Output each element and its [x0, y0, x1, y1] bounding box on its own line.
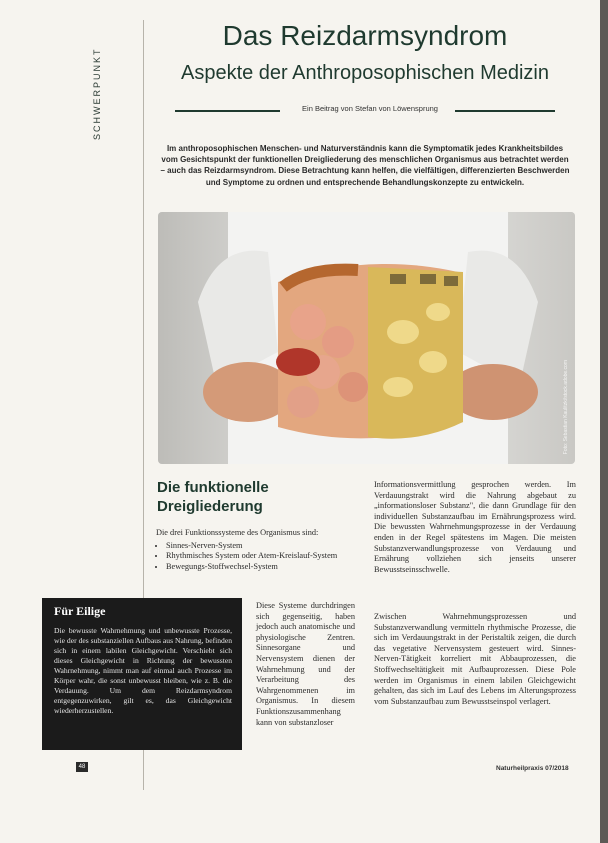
summary-body: Die bewusste Wahrnehmung und unbewusste Prozesse, wie der des substanziellen Aufbaus aus Nahrung, befinden sich in einem labilen Gleichgewicht. Verschiebt sich dieses Gleichgewicht in Richtung der bewussten Wahrnehmung, nimmt man auf einmal auch Prozesse im Körper wahr, die sonst unbewusst bleiben, wie z. B. die Verdauung. Um dem Reizdarmsyndrom entgegenzuwirken, gilt es, das Gleichgewicht wiederherzustellen.: [54, 626, 232, 715]
summary-box: [42, 598, 242, 750]
list-item: • Sinnes-Nerven-System: [166, 541, 355, 552]
column-1-body: Diese Systeme durchdringen sich gegenseitig, haben jedoch auch anatomische und physiologische Zentren. Sinnesorgane und Nervensystem dienen der Wahrnehmung und der Verarbeitung des Wahrgenommenen im Organismus. In diesem Funktionszusammenhang kann von substanzloser: [256, 601, 355, 727]
byline-rule-left: [175, 110, 280, 112]
anatomical-intestine-model-icon: [158, 212, 575, 464]
list-item: • Rhythmisches System oder Atem-Kreislauf-System: [166, 551, 355, 562]
intro-paragraph: Im anthroposophischen Menschen- und Naturverständnis kann die Symptomatik jedes Krankheitsbildes vom Gesichtspunkt der funktionellen Dreigliederung des menschlichen Organismus aus betrachtet werden – auch das Reizdarmsyndrom. Diese Betrachtung kann helfen, die vielfältigen, differenzierten Beschwerden und Symptome zu ordnen und entsprechende Behandlungskonzepte zu entwickeln.: [160, 144, 570, 187]
list-item: • Bewegungs-Stoffwechsel-System: [166, 562, 355, 573]
section-heading: Die funktionelle Dreigliederung: [157, 479, 269, 515]
page-edge-shadow: [600, 0, 608, 843]
byline-rule-right: [455, 110, 555, 112]
section-label: SCHWERPUNKT: [92, 47, 102, 140]
magazine-footer: Naturheilpraxis 07/2018: [496, 765, 569, 772]
article-title: Das Reizdarmsyndrom: [222, 20, 508, 51]
list-lead: Die drei Funktionssysteme des Organismus sind:: [156, 528, 319, 537]
byline-row: [175, 104, 555, 118]
column-2-bottom: Zwischen Wahrnehmungsprozessen und Substanzverwandlung vermitteln rhythmische Prozesse, die sich im Verdauungstrakt in der Peristaltik zeigen, die durch das vegetative Nervensystem gesteuert wird. Sinnes-Nerven-Tätigkeit korreliert mit Abbauprozessen, die Stoffwechseltätigkeit mit Aufbauprozessen. Diese Pole werden im Organismus in einem labilen Gleichgewicht gehalten, das sich im Lauf des Lebens im Alterungsprozess vom Substanzaufbau zum Bewusstseinspol verlagert.: [374, 612, 576, 706]
summary-heading: Für Eilige: [54, 604, 106, 618]
column-1-top: [156, 528, 355, 572]
photo-credit: Foto: Sebastian Kaulitzki/stock.adobe.com: [563, 359, 569, 454]
page-number: 48: [76, 762, 88, 772]
byline: Ein Beitrag von Stefan von Löwensprung: [302, 104, 438, 113]
article-subtitle: Aspekte der Anthroposophischen Medizin: [180, 62, 549, 84]
column-2-top: Informationsvermittlung gesprochen werden. Im Verdauungstrakt wird die Nahrung abgebaut zu „informationsloser Substanz", die dann Grundlage für den individuellen Substanzaufbau im Ernährungsprozess wird. Die bewussten Wahrnehmungsprozesse in der Verdauung enden in der Regel spätestens im Magen. Die meisten Substanzverwandlungsprozesse von Verdauung und Ernährung vollziehen sich jenseits unserer Bewusstseinsschwelle.: [374, 480, 576, 574]
function-systems-list: [156, 541, 355, 573]
article-photo: [158, 212, 575, 464]
